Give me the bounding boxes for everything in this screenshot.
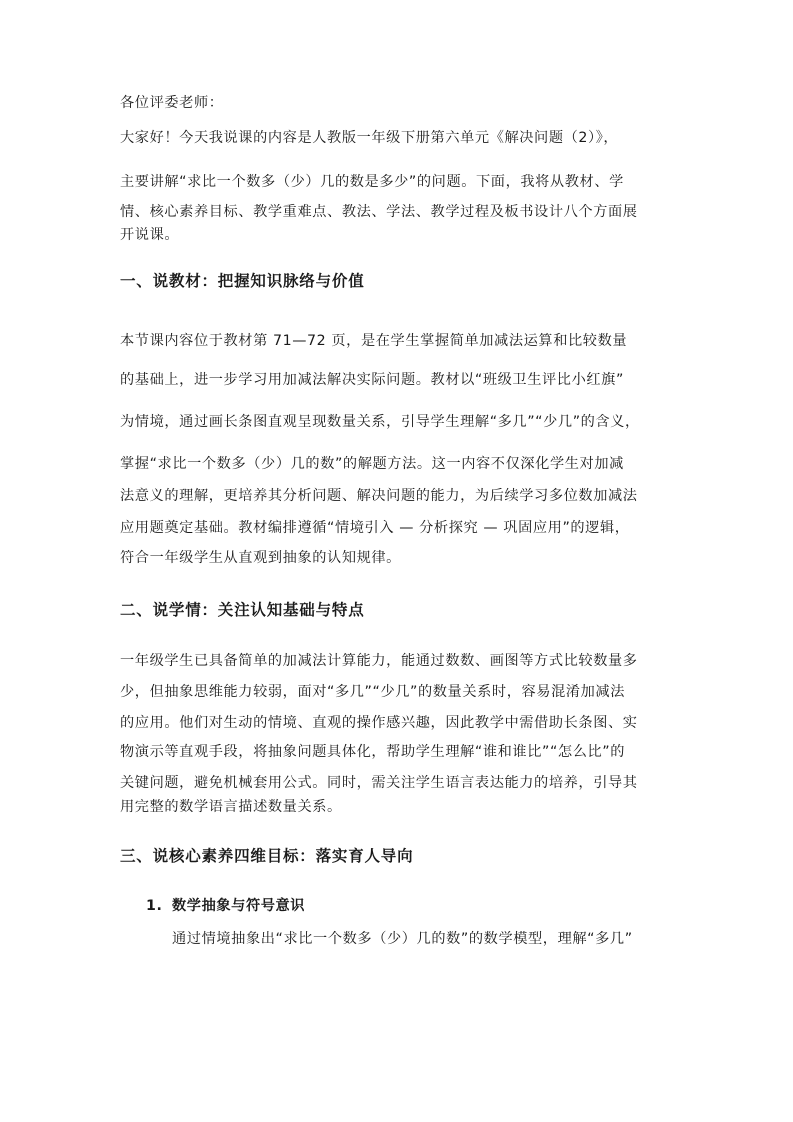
list-item-number: 1. [146,898,163,914]
paragraph-line: 为情境，通过画长条图直观呈现数量关系，引导学生理解“多几”“少几”的含义， [120,414,640,430]
paragraph-line: 关键问题，避免机械套用公式。同时，需关注学生语言表达能力的培养，引导其 [120,775,638,791]
paragraph-line: 掌握“求比一个数多（少）几的数”的解题方法。这一内容不仅深化学生对加减 [120,456,624,472]
paragraph-line: 应用题奠定基础。教材编排遵循“情境引入 — 分析探究 — 巩固应用”的逻辑， [120,520,630,536]
paragraph-line: 物演示等直观手段，将抽象问题具体化，帮助学生理解“谁和谁比”“怎么比”的 [120,744,626,760]
paragraph-line: 用完整的数学语言描述数量关系。 [120,799,342,815]
list-item-label: 数学抽象与符号意识 [172,898,306,914]
paragraph-line: 通过情境抽象出“求比一个数多（少）几的数”的数学模型，理解“多几” [172,931,633,947]
list-item-title [146,896,305,916]
intro-line: 情、核心素养目标、教学重难点、教法、学法、教学过程及板书设计八个方面展 [120,204,638,220]
section-heading: 三、说核心素养四维目标：落实育人导向 [120,847,414,865]
section-heading: 一、说教材：把握知识脉络与价值 [120,272,365,290]
greeting: 各位评委老师： [120,95,224,111]
paragraph-line: 符合一年级学生从直观到抽象的认知规律。 [120,550,401,566]
intro-line: 大家好！今天我说课的内容是人教版一年级下册第六单元《解决问题（2）》， [120,130,619,146]
paragraph-line: 法意义的理解，更培养其分析问题、解决问题的能力，为后续学习多位数加减法 [120,488,638,504]
section-heading: 二、说学情：关注认知基础与特点 [120,601,365,619]
paragraph-line: 一年级学生已具备简单的加减法计算能力，能通过数数、画图等方式比较数量多 [120,653,638,669]
intro-line: 主要讲解“求比一个数多（少）几的数是多少”的问题。下面，我将从教材、学 [120,174,624,190]
intro-line: 开说课。 [120,227,180,243]
paragraph-line: 的应用。他们对生动的情境、直观的操作感兴趣，因此教学中需借助长条图、实 [120,715,638,731]
paragraph-line: 的基础上，进一步学习用加减法解决实际问题。教材以“班级卫生评比小红旗” [120,372,624,388]
paragraph-line: 少，但抽象思维能力较弱，面对“多几”“少几”的数量关系时，容易混淆加减法 [120,684,626,700]
paragraph-line: 本节课内容位于教材第 71—72 页，是在学生掌握简单加减法运算和比较数量 [120,333,628,349]
